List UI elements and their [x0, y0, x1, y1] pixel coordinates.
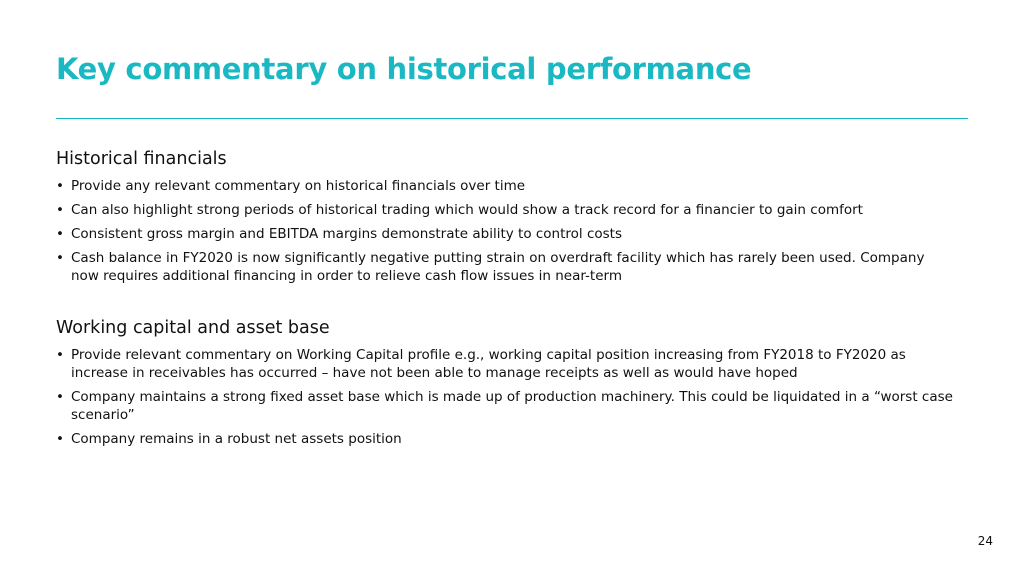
bullet-icon: •: [56, 389, 64, 405]
bullet-text: Consistent gross margin and EBITDA margins demonstrate ability to control costs: [71, 226, 622, 242]
bullet-icon: •: [56, 347, 64, 363]
bullet-icon: •: [56, 178, 64, 194]
bullet-item: [56, 225, 956, 243]
bullet-list: [56, 177, 956, 285]
bullet-icon: •: [56, 202, 64, 218]
bullet-list: [56, 346, 956, 448]
title-divider: [56, 118, 968, 119]
bullet-text: Company remains in a robust net assets position: [71, 431, 402, 447]
bullet-text: Provide relevant commentary on Working Capital profile e.g., working capital position increasing from FY2018 to FY2020 as increase in receivables has occurred – have not been able to manage receipts as well as would have hoped: [71, 347, 906, 381]
section-historical-financials: [56, 149, 956, 291]
bullet-item: [56, 177, 956, 195]
section-heading: Working capital and asset base: [56, 318, 330, 338]
bullet-item: [56, 249, 956, 285]
bullet-text: Provide any relevant commentary on historical financials over time: [71, 178, 526, 194]
section-working-capital: [56, 318, 956, 454]
bullet-icon: •: [56, 226, 64, 242]
section-heading: Historical financials: [56, 149, 227, 169]
bullet-item: [56, 201, 956, 219]
bullet-item: [56, 346, 956, 382]
slide-title: Key commentary on historical performance: [56, 52, 752, 86]
page-number: 24: [977, 534, 993, 548]
bullet-icon: •: [56, 431, 64, 447]
bullet-icon: •: [56, 250, 64, 266]
bullet-text: Cash balance in FY2020 is now significantly negative putting strain on overdraft facility which has rarely been used. Company now requires additional financing in order to relieve cash flow issues in near-term: [71, 250, 925, 284]
bullet-item: [56, 388, 956, 424]
bullet-item: [56, 430, 956, 448]
bullet-text: Can also highlight strong periods of historical trading which would show a track record for a financier to gain comfort: [71, 202, 863, 218]
bullet-text: Company maintains a strong fixed asset base which is made up of production machinery. This could be liquidated in a “worst case scenario”: [71, 389, 953, 423]
